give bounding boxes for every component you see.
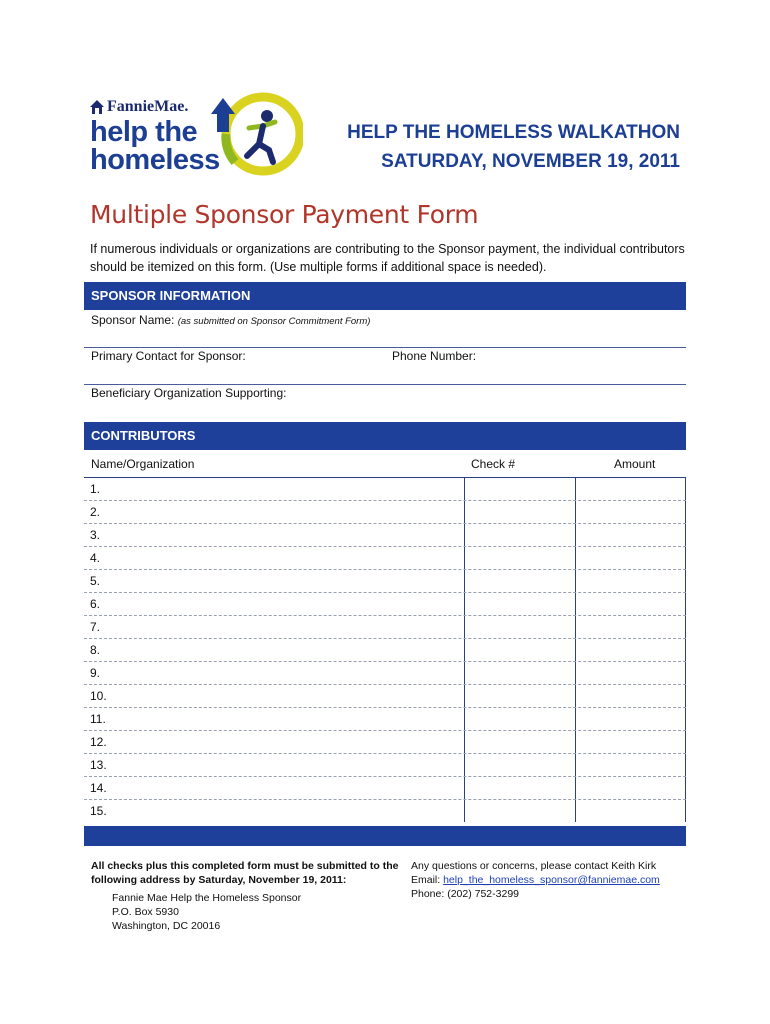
table-row (84, 592, 686, 615)
amount-field[interactable] (575, 800, 686, 822)
column-header-amount: Amount (614, 457, 656, 471)
walker-figure-icon (203, 92, 303, 176)
row-number: 11. (90, 712, 106, 726)
submission-instructions (91, 859, 398, 887)
table-row (84, 500, 686, 523)
amount-field[interactable] (575, 708, 686, 730)
submission-line-2: following address by Saturday, November 19, 2011: (91, 874, 347, 886)
amount-field[interactable] (575, 754, 686, 776)
check-number-field[interactable] (464, 685, 574, 707)
table-row (84, 523, 686, 546)
check-number-field[interactable] (464, 777, 574, 799)
check-number-field[interactable] (464, 524, 574, 546)
table-row (84, 477, 686, 500)
table-row (84, 569, 686, 592)
row-number: 9. (90, 666, 101, 680)
check-number-field[interactable] (464, 754, 574, 776)
fanniemae-brand (90, 98, 188, 116)
phone-number-field[interactable] (386, 364, 686, 383)
amount-field[interactable] (575, 570, 686, 592)
row-number: 8. (90, 643, 101, 657)
amount-field[interactable] (575, 662, 686, 684)
event-title-line-1: HELP THE HOMELESS WALKATHON (347, 122, 680, 143)
column-header-check: Check # (471, 457, 516, 471)
address-line-3: Washington, DC 20016 (112, 920, 221, 932)
primary-contact-label: Primary Contact for Sponsor: (91, 349, 246, 363)
check-number-field[interactable] (464, 708, 574, 730)
amount-field[interactable] (575, 478, 686, 500)
table-row (84, 776, 686, 799)
divider (84, 347, 686, 348)
row-number: 15. (90, 804, 107, 818)
email-link[interactable]: help_the_homeless_sponsor@fanniemae.com (443, 874, 660, 886)
intro-text: If numerous individuals or organizations are contributing to the Sponsor payment, the individual contributors should be itemized on this form. (Use multiple forms if additional space is needed). (90, 242, 685, 274)
event-title (347, 118, 680, 176)
row-number: 2. (90, 505, 101, 519)
amount-field[interactable] (575, 593, 686, 615)
beneficiary-organization-field[interactable] (84, 401, 686, 419)
row-number: 13. (90, 758, 107, 772)
check-number-field[interactable] (464, 570, 574, 592)
row-number: 4. (90, 551, 101, 565)
table-row (84, 638, 686, 661)
check-number-field[interactable] (464, 662, 574, 684)
check-number-field[interactable] (464, 501, 574, 523)
address-line-2: P.O. Box 5930 (112, 906, 179, 918)
phone-line: Phone: (202) 752-3299 (411, 888, 519, 900)
check-number-field[interactable] (464, 593, 574, 615)
amount-field[interactable] (575, 777, 686, 799)
row-number: 12. (90, 735, 107, 749)
table-row (84, 661, 686, 684)
table-row (84, 730, 686, 753)
contributors-header: CONTRIBUTORS (84, 422, 686, 450)
beneficiary-organization-label: Beneficiary Organization Supporting: (91, 386, 287, 400)
contact-line: Any questions or concerns, please contact Keith Kirk (411, 860, 657, 872)
check-number-field[interactable] (464, 800, 574, 822)
contact-info (411, 859, 660, 901)
sponsor-name-note: (as submitted on Sponsor Commitment Form) (177, 316, 371, 327)
amount-field[interactable] (575, 616, 686, 638)
form-title: Multiple Sponsor Payment Form (90, 200, 479, 229)
table-row (84, 546, 686, 569)
check-number-field[interactable] (464, 478, 574, 500)
row-number: 3. (90, 528, 101, 542)
divider (84, 384, 686, 385)
amount-field[interactable] (575, 501, 686, 523)
sponsor-name-label-text: Sponsor Name: (91, 313, 175, 327)
amount-field[interactable] (575, 731, 686, 753)
sponsor-information-header: SPONSOR INFORMATION (84, 282, 686, 310)
sponsor-name-field[interactable] (84, 328, 686, 346)
contributors-table (84, 477, 686, 822)
check-number-field[interactable] (464, 639, 574, 661)
email-line (411, 873, 660, 887)
logo-line-1: help the (90, 116, 198, 148)
row-number: 10. (90, 689, 107, 703)
house-icon (90, 100, 104, 114)
table-row (84, 615, 686, 638)
table-row (84, 799, 686, 822)
address-line-1: Fannie Mae Help the Homeless Sponsor (112, 892, 302, 904)
phone-number-label: Phone Number: (392, 349, 477, 363)
amount-field[interactable] (575, 685, 686, 707)
table-row (84, 707, 686, 730)
row-number: 6. (90, 597, 101, 611)
column-header-name: Name/Organization (91, 457, 195, 471)
check-number-field[interactable] (464, 616, 574, 638)
sponsor-name-label (91, 313, 370, 327)
mailing-address (112, 891, 301, 933)
row-number: 5. (90, 574, 101, 588)
submission-line-1: All checks plus this completed form must be submitted to the (91, 860, 399, 872)
help-the-homeless-logo (90, 92, 302, 182)
row-number: 1. (90, 482, 101, 496)
check-number-field[interactable] (464, 547, 574, 569)
table-footer-bar (84, 826, 686, 846)
primary-contact-field[interactable] (84, 364, 384, 383)
fanniemae-brand-text: FannieMae. (107, 98, 189, 115)
amount-field[interactable] (575, 547, 686, 569)
amount-field[interactable] (575, 524, 686, 546)
email-label: Email: (411, 874, 444, 886)
table-row (84, 753, 686, 776)
event-title-line-2: SATURDAY, NOVEMBER 19, 2011 (381, 151, 680, 172)
check-number-field[interactable] (464, 731, 574, 753)
row-number: 14. (90, 781, 107, 795)
row-number: 7. (90, 620, 101, 634)
amount-field[interactable] (575, 639, 686, 661)
logo-line-2: homeless (90, 144, 220, 176)
table-row (84, 684, 686, 707)
